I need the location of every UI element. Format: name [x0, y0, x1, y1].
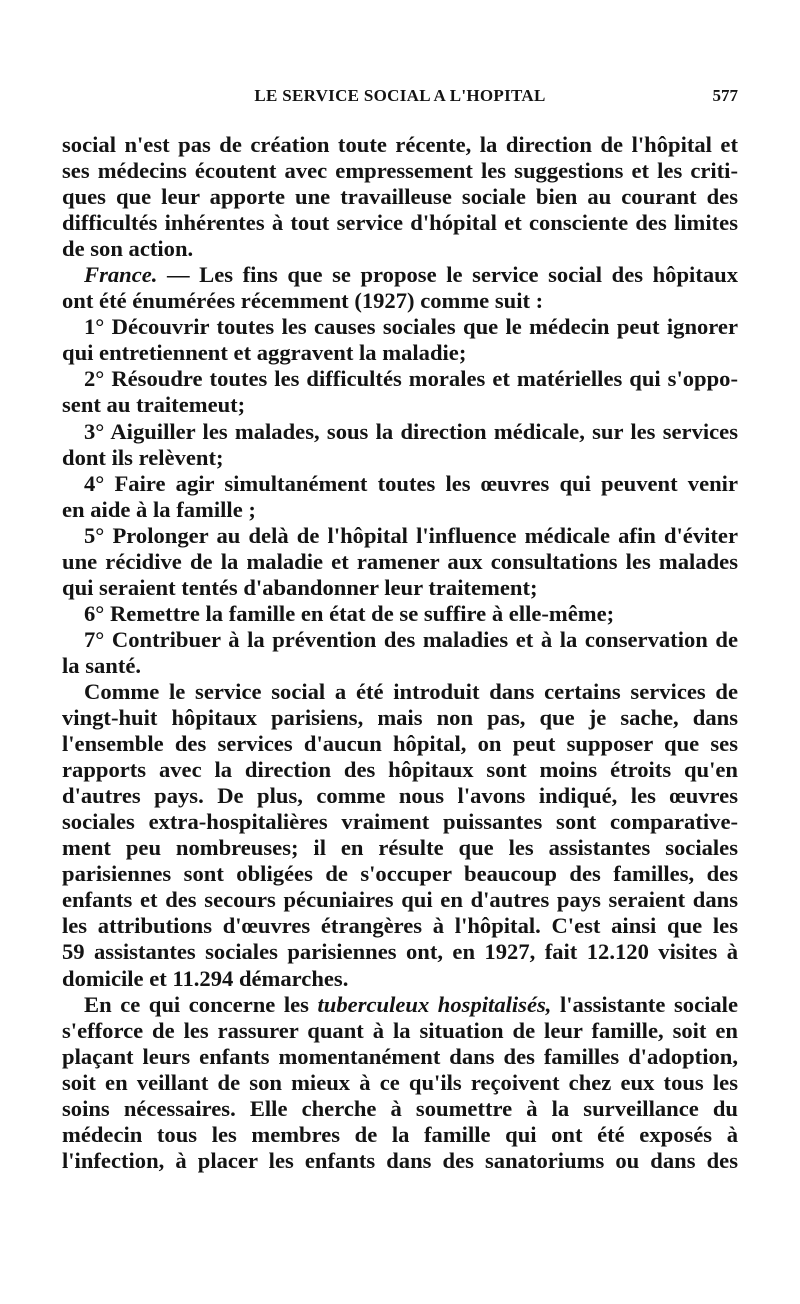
- paragraph-continuation: [62, 132, 738, 262]
- list-item: [62, 471, 738, 523]
- text-line: les attributions d'œuvres étrangères à l'hôpital. C'est ainsi que les: [62, 913, 738, 939]
- text-line: ques que leur apporte une travailleuse sociale bien au courant des: [62, 184, 738, 210]
- text-line: Comme le service social a été introduit dans certains services de: [84, 678, 738, 704]
- list-item: [62, 601, 738, 627]
- page-number: 577: [712, 86, 738, 105]
- running-title: LE SERVICE SOCIAL A L'HOPITAL: [254, 86, 546, 105]
- list-item: [62, 366, 738, 418]
- text-line: 5° Prolonger au delà de l'hôpital l'influence médicale afin d'éviter: [84, 522, 738, 548]
- text-line: soit en veillant de son mieux à ce qu'ils reçoivent chez eux tous les: [62, 1069, 738, 1095]
- text-line: dont ils relèvent;: [62, 444, 224, 470]
- text-line: vingt-huit hôpitaux parisiens, mais non pas, que je sache, dans: [62, 705, 738, 731]
- text-line: s'efforce de les rassurer quant à la situation de leur famille, soit en: [62, 1017, 738, 1043]
- text-line: médecin tous les membres de la famille qui ont été exposés à: [62, 1121, 738, 1147]
- text-line: [62, 262, 738, 288]
- list-item: [62, 419, 738, 471]
- text-line: 59 assistantes sociales parisiennes ont, en 1927, fait 12.120 visites à: [62, 939, 738, 965]
- text-line: sociales extra-hospitalières vraiment puissantes sont comparative-: [62, 809, 738, 835]
- text-line: domicile et 11.294 démarches.: [62, 965, 349, 991]
- text-line: une récidive de la maladie et ramener aux consultations les malades: [62, 548, 738, 574]
- text-line: rapports avec la direction des hôpitaux sont moins étroits qu'en: [62, 757, 738, 783]
- text-line: 6° Remettre la famille en état de se suffire à elle-même;: [84, 600, 615, 626]
- text-line: l'ensemble des services d'aucun hôpital, on peut supposer que ses: [62, 731, 738, 757]
- text-run: En ce qui concerne les: [84, 991, 318, 1017]
- text-run: l'assistante sociale: [551, 991, 738, 1017]
- text-line: ont été énumérées récemment (1927) comme suit :: [62, 288, 544, 314]
- text-line: difficultés inhérentes à tout service d'hópital et consciente des limites: [62, 210, 738, 236]
- text-line: la santé.: [62, 652, 142, 678]
- text-line: soins nécessaires. Elle cherche à soumettre à la surveillance du: [62, 1095, 738, 1121]
- paragraph-comme: [62, 679, 738, 992]
- text-line: ment peu nombreuses; il en résulte que les assistantes sociales: [62, 835, 738, 861]
- text-line: qui entretiennent et aggravent la maladie;: [62, 340, 467, 366]
- text-line: qui seraient tentés d'abandonner leur traitement;: [62, 574, 538, 600]
- body-text: [62, 132, 738, 1174]
- italic-lead: France.: [84, 262, 158, 288]
- text-line: 4° Faire agir simultanément toutes les œuvres qui peuvent venir: [84, 470, 738, 496]
- text-line: 7° Contribuer à la prévention des maladies et à la conservation de: [84, 626, 738, 652]
- text-line: 2° Résoudre toutes les difficultés morales et matérielles qui s'oppo-: [84, 366, 738, 392]
- page-header: [62, 86, 738, 114]
- text-line: parisiennes sont obligées de s'occuper beaucoup des familles, des: [62, 861, 738, 887]
- paragraph-france: [62, 262, 738, 314]
- list-item: [62, 627, 738, 679]
- text-line: sent au traitemeut;: [62, 392, 246, 418]
- list-item: [62, 314, 738, 366]
- list-item: [62, 523, 738, 601]
- paragraph-tuberculeux: [62, 992, 738, 1174]
- text-line: 3° Aiguiller les malades, sous la direction médicale, sur les services: [84, 418, 738, 444]
- text-line: plaçant leurs enfants momentanément dans des familles d'adoption,: [62, 1043, 738, 1069]
- text-line: d'autres pays. De plus, comme nous l'avons indiqué, les œuvres: [62, 783, 738, 809]
- text-line: de son action.: [62, 236, 194, 262]
- text-line: en aide à la famille ;: [62, 496, 256, 522]
- text-line: 1° Découvrir toutes les causes sociales que le médecin peut ignorer: [84, 314, 738, 340]
- text-line: [62, 992, 738, 1018]
- italic-term: tuberculeux hospitalisés,: [317, 991, 552, 1017]
- text-line: l'infection, à placer les enfants dans des sanatoriums ou dans des: [62, 1147, 738, 1173]
- text-line: ses médecins écoutent avec empressement les suggestions et les criti-: [62, 158, 738, 184]
- text-run: — Les fins que se propose le service social des hôpitaux: [157, 262, 738, 288]
- text-line: enfants et des secours pécuniaires qui en d'autres pays seraient dans: [62, 887, 738, 913]
- text-line: social n'est pas de création toute récente, la direction de l'hôpital et: [62, 132, 738, 157]
